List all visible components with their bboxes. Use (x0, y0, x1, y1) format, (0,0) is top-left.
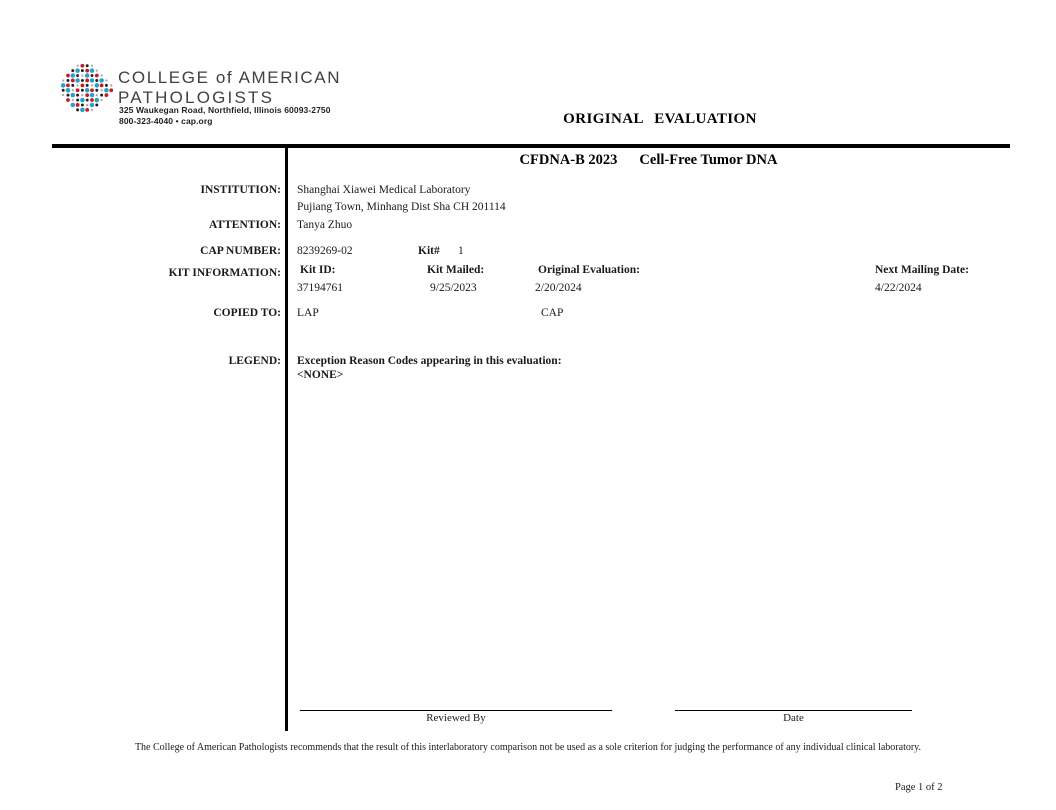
institution-name: Shanghai Xiawei Medical Laboratory (297, 184, 471, 196)
legend-label: LEGEND: (228, 355, 281, 367)
date-label: Date (783, 712, 804, 724)
attention-label: ATTENTION: (209, 219, 281, 231)
institution-label: INSTITUTION: (200, 184, 281, 196)
kit-number-label: Kit# (418, 245, 440, 257)
program-code: CFDNA-B 2023 (519, 152, 618, 168)
logo-name-line2: PATHOLOGISTS (118, 88, 275, 107)
next-mailing-date-label: Next Mailing Date: (875, 264, 969, 276)
copied-to-value-lap: LAP (297, 307, 319, 319)
logo-contact: 800-323-4040 • cap.org (119, 116, 213, 126)
reviewed-by-label: Reviewed By (426, 712, 486, 724)
logo-address: 325 Waukegan Road, Northfield, Illinois 60093-2750 (119, 105, 331, 115)
original-evaluation-value: 2/20/2024 (535, 282, 582, 294)
kit-mailed-value: 9/25/2023 (430, 282, 477, 294)
cap-number-value: 8239269-02 (297, 245, 353, 257)
institution-address: Pujiang Town, Minhang Dist Sha CH 201114 (297, 201, 506, 213)
page-number: Page 1 of 2 (895, 782, 943, 793)
attention-name: Tanya Zhuo (297, 219, 353, 231)
legend-line1: Exception Reason Codes appearing in this evaluation: (297, 355, 562, 367)
footer-disclaimer: The College of American Pathologists recommends that the result of this interlaboratory comparison not be used as a sole criterion for judging the performance of any individual clinical laboratory. (134, 742, 922, 753)
program-title (287, 152, 1010, 169)
program-name: Cell-Free Tumor DNA (639, 152, 778, 168)
legend-line2: <NONE> (297, 369, 344, 381)
header-divider (52, 144, 1010, 148)
label-column-divider (285, 148, 288, 731)
copied-to-value-cap: CAP (541, 307, 564, 319)
kit-number-value: 1 (458, 245, 464, 257)
kit-id-value: 37194761 (297, 282, 343, 294)
original-evaluation-label: Original Evaluation: (538, 264, 640, 276)
kit-mailed-label: Kit Mailed: (427, 264, 485, 276)
date-signature-line (675, 710, 912, 711)
cap-number-label: CAP NUMBER: (200, 245, 281, 257)
evaluation-type-title: ORIGINAL EVALUATION (563, 111, 757, 127)
logo-name-line1: COLLEGE of AMERICAN (118, 68, 342, 87)
next-mailing-date-value: 4/22/2024 (875, 282, 922, 294)
copied-to-label: COPIED TO: (213, 307, 281, 319)
kit-information-label: KIT INFORMATION: (168, 267, 281, 279)
kit-id-label: Kit ID: (300, 264, 336, 276)
cap-logo-dots-icon (60, 63, 114, 113)
reviewed-by-signature-line (300, 710, 612, 711)
